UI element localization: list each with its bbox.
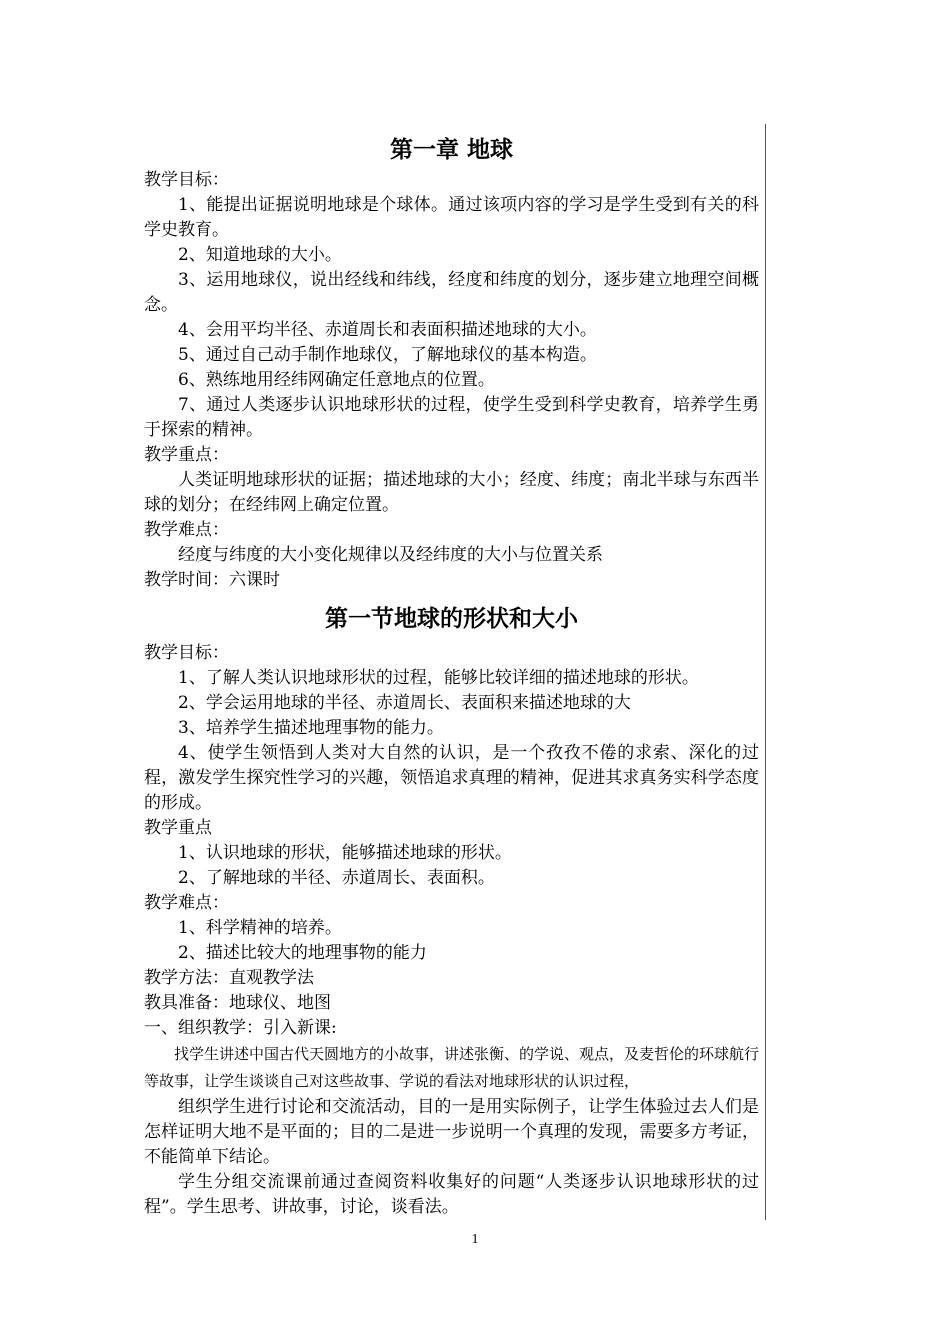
document-body: [144, 132, 759, 1220]
chapter-time-text: 教学时间：六课时: [144, 570, 280, 590]
section-key-heading: 教学重点: [144, 818, 212, 838]
section-goals-heading: 教学目标：: [144, 643, 229, 663]
chapter-difficulty-heading: 教学难点：: [144, 520, 229, 540]
chapter-key-heading: 教学重点：: [144, 445, 229, 465]
chapter-goals-heading: 教学目标：: [144, 170, 229, 190]
page-number: 1: [471, 1232, 479, 1247]
section-discussion-text: 组织学生进行讨论和交流活动，目的一是用实际例子，让学生体验过去人们是怎样证明大地不是平面的；目的二是进一步说明一个真理的发现，需要多方考证，不能简单下结论。: [144, 1097, 759, 1167]
section-method-text: 教学方法：直观教学法: [144, 968, 314, 988]
chapter-goal-item: 4、会用平均半径、赤道周长和表面积描述地球的大小。: [178, 320, 597, 340]
chapter-key-text: 人类证明地球形状的证据；描述地球的大小；经度、纬度；南北半球与东西半球的划分；在经纬网上确定位置。: [144, 470, 759, 515]
margin-rule: [765, 124, 766, 1220]
chapter-goal-item: 6、熟练地用经纬网确定任意地点的位置。: [178, 370, 495, 390]
section-tools-text: 教具准备：地球仪、地图: [144, 993, 331, 1013]
section-title: 第一节地球的形状和大小: [325, 606, 578, 632]
chapter-goal-item: 3、运用地球仪，说出经线和纬线，经度和纬度的划分，逐步建立地理空间概念。: [144, 270, 759, 315]
section-story-text: 找学生讲述中国古代天圆地方的小故事，讲述张衡、的学说、观点，及麦哲伦的环球航行等故事，让学生谈谈自己对这些故事、学说的看法对地球形状的认识过程，: [144, 1045, 760, 1090]
section-difficulty-item: 2、描述比较大的地理事物的能力: [178, 943, 427, 963]
section-goal-item: 2、学会运用地球的半径、赤道周长、表面积来描述地球的大: [178, 693, 631, 713]
section-key-item: 1、认识地球的形状，能够描述地球的形状。: [178, 843, 512, 863]
chapter-goal-item: 2、知道地球的大小。: [178, 245, 342, 265]
chapter-goal-item: 5、通过自己动手制作地球仪，了解地球仪的基本构造。: [178, 345, 597, 365]
section-goal-item: 1、了解人类认识地球形状的过程，能够比较详细的描述地球的形状。: [178, 668, 699, 688]
section-goal-item: 3、培养学生描述地理事物的能力。: [178, 718, 444, 738]
chapter-difficulty-text: 经度与纬度的大小变化规律以及经纬度的大小与位置关系: [178, 545, 603, 565]
chapter-goal-item: 7、通过人类逐步认识地球形状的过程，使学生受到科学史教育，培养学生勇于探索的精神。: [144, 395, 759, 440]
chapter-goal-item: 1、能提出证据说明地球是个球体。通过该项内容的学习是学生受到有关的科学史教育。: [144, 195, 759, 240]
section-key-item: 2、了解地球的半径、赤道周长、表面积。: [178, 868, 495, 888]
section-exchange-text: 学生分组交流课前通过查阅资料收集好的问题“人类逐步认识地球形状的过程”。学生思考、讲故事，讨论，谈看法。: [144, 1172, 759, 1217]
section-difficulty-item: 1、科学精神的培养。: [178, 918, 342, 938]
section-goal-item: 4、使学生领悟到人类对大自然的认识，是一个孜孜不倦的求索、深化的过程，激发学生探究性学习的兴趣，领悟追求真理的精神，促进其求真务实科学态度的形成。: [144, 743, 759, 813]
chapter-title: 第一章 地球: [389, 137, 513, 163]
section-difficulty-heading: 教学难点：: [144, 893, 229, 913]
section-step-heading: 一、组织教学：引入新课:: [144, 1018, 337, 1038]
